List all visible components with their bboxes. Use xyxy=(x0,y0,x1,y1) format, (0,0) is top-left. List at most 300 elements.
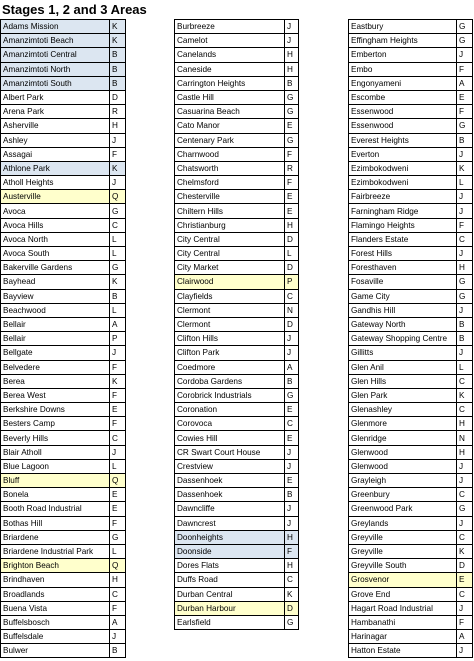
area-name: Adams Mission xyxy=(1,20,110,34)
area-name: Fairbreeze xyxy=(349,190,457,204)
area-code: P xyxy=(285,275,299,289)
area-code: B xyxy=(285,374,299,388)
area-code: L xyxy=(110,303,126,317)
areas-grid xyxy=(0,19,474,661)
area-name: Gateway North xyxy=(349,317,457,331)
area-name: Besters Camp xyxy=(1,417,110,431)
area-row xyxy=(1,374,126,388)
area-name: Clermont xyxy=(175,303,285,317)
area-name: City Market xyxy=(175,261,285,275)
area-code: C xyxy=(285,289,299,303)
area-row xyxy=(175,20,299,34)
area-code: A xyxy=(110,615,126,629)
area-row xyxy=(1,431,126,445)
area-code: J xyxy=(457,48,473,62)
area-row xyxy=(1,90,126,104)
area-code: J xyxy=(457,474,473,488)
area-name: Briardene xyxy=(1,530,110,544)
area-name: Burbreeze xyxy=(175,20,285,34)
area-row xyxy=(349,374,473,388)
area-code: B xyxy=(110,48,126,62)
areas-column-1 xyxy=(0,19,126,658)
area-row xyxy=(349,530,473,544)
area-code: J xyxy=(110,630,126,644)
area-name: Buena Vista xyxy=(1,601,110,615)
area-code: B xyxy=(110,76,126,90)
area-row xyxy=(175,76,299,90)
area-name: Clayfields xyxy=(175,289,285,303)
area-row xyxy=(175,587,299,601)
area-code: J xyxy=(457,147,473,161)
areas-column-3 xyxy=(348,19,473,658)
area-row xyxy=(175,289,299,303)
area-row xyxy=(349,34,473,48)
area-code: B xyxy=(457,317,473,331)
area-code: G xyxy=(457,20,473,34)
area-name: Corovoca xyxy=(175,417,285,431)
area-row xyxy=(1,332,126,346)
area-name: Effingham Heights xyxy=(349,34,457,48)
area-row xyxy=(175,247,299,261)
area-row xyxy=(349,346,473,360)
area-name: Caneside xyxy=(175,62,285,76)
area-row xyxy=(349,218,473,232)
area-code: E xyxy=(457,90,473,104)
areas-table-1 xyxy=(0,19,126,658)
area-row xyxy=(1,474,126,488)
area-name: Earlsfield xyxy=(175,615,285,629)
area-name: Greyville xyxy=(349,544,457,558)
area-code: A xyxy=(457,630,473,644)
area-name: Hatton Estate xyxy=(349,644,457,658)
area-name: Clifton Park xyxy=(175,346,285,360)
area-name: Embo xyxy=(349,62,457,76)
area-name: Ezimbokodweni xyxy=(349,176,457,190)
area-row xyxy=(1,544,126,558)
area-row xyxy=(1,587,126,601)
area-name: Brindhaven xyxy=(1,573,110,587)
area-code: D xyxy=(285,232,299,246)
area-code: K xyxy=(110,34,126,48)
area-row xyxy=(175,161,299,175)
area-row xyxy=(1,190,126,204)
area-row xyxy=(1,459,126,473)
area-name: Gateway Shopping Centre xyxy=(349,332,457,346)
area-name: Forest Hills xyxy=(349,247,457,261)
area-name: Christianburg xyxy=(175,218,285,232)
area-code: J xyxy=(457,204,473,218)
area-code: F xyxy=(457,62,473,76)
area-code: J xyxy=(457,459,473,473)
area-name: Avoca Hills xyxy=(1,218,110,232)
area-name: Greylands xyxy=(349,516,457,530)
areas-table-2 xyxy=(174,19,299,630)
area-name: Dawncliffe xyxy=(175,502,285,516)
area-code: E xyxy=(110,488,126,502)
area-row xyxy=(349,190,473,204)
area-name: Emberton xyxy=(349,48,457,62)
area-row xyxy=(1,530,126,544)
area-code: A xyxy=(457,76,473,90)
area-row xyxy=(1,403,126,417)
area-name: Bayview xyxy=(1,289,110,303)
area-code: D xyxy=(285,317,299,331)
area-name: Asherville xyxy=(1,119,110,133)
area-row xyxy=(349,332,473,346)
area-code: B xyxy=(110,289,126,303)
area-code: J xyxy=(457,346,473,360)
area-code: J xyxy=(285,346,299,360)
area-row xyxy=(349,48,473,62)
area-name: Durban Central xyxy=(175,587,285,601)
area-row xyxy=(175,417,299,431)
area-row xyxy=(349,630,473,644)
area-row xyxy=(175,176,299,190)
area-code: A xyxy=(285,360,299,374)
area-code: F xyxy=(110,417,126,431)
area-row xyxy=(1,417,126,431)
area-code: C xyxy=(457,488,473,502)
area-code: J xyxy=(457,644,473,658)
area-name: Charnwood xyxy=(175,147,285,161)
area-name: Bakerville Gardens xyxy=(1,261,110,275)
area-code: F xyxy=(457,105,473,119)
area-code: G xyxy=(285,133,299,147)
area-name: Fosaville xyxy=(349,275,457,289)
area-code: C xyxy=(457,530,473,544)
area-row xyxy=(349,119,473,133)
area-name: Bothas Hill xyxy=(1,516,110,530)
area-code: J xyxy=(285,459,299,473)
area-row xyxy=(1,232,126,246)
area-row xyxy=(349,133,473,147)
area-code: E xyxy=(110,403,126,417)
area-row xyxy=(349,20,473,34)
area-code: G xyxy=(457,275,473,289)
area-code: K xyxy=(110,275,126,289)
area-row xyxy=(349,147,473,161)
area-code: A xyxy=(110,317,126,331)
area-name: Glen Anil xyxy=(349,360,457,374)
area-code: L xyxy=(110,247,126,261)
area-name: Greenbury xyxy=(349,488,457,502)
area-row xyxy=(1,261,126,275)
area-code: G xyxy=(110,261,126,275)
page-title: Stages 1, 2 and 3 Areas xyxy=(2,2,147,17)
area-row xyxy=(175,573,299,587)
area-name: Corobrick Industrials xyxy=(175,388,285,402)
area-name: Clermont xyxy=(175,317,285,331)
area-name: Briardene Industrial Park xyxy=(1,544,110,558)
area-name: Avoca xyxy=(1,204,110,218)
area-row xyxy=(349,261,473,275)
area-code: E xyxy=(285,204,299,218)
area-code: C xyxy=(110,218,126,232)
area-row xyxy=(1,119,126,133)
area-code: C xyxy=(285,573,299,587)
area-name: Gandhis Hill xyxy=(349,303,457,317)
area-row xyxy=(349,559,473,573)
area-row xyxy=(349,176,473,190)
area-name: Eastbury xyxy=(349,20,457,34)
area-row xyxy=(1,360,126,374)
area-row xyxy=(1,105,126,119)
area-name: Dassenhoek xyxy=(175,474,285,488)
area-row xyxy=(1,516,126,530)
area-row xyxy=(1,559,126,573)
area-name: Belvedere xyxy=(1,360,110,374)
area-row xyxy=(349,90,473,104)
area-row xyxy=(175,218,299,232)
area-code: H xyxy=(457,445,473,459)
area-name: Beverly Hills xyxy=(1,431,110,445)
area-code: J xyxy=(457,303,473,317)
area-name: Glen Hills xyxy=(349,374,457,388)
area-name: Casuarina Beach xyxy=(175,105,285,119)
area-name: Centenary Park xyxy=(175,133,285,147)
area-code: H xyxy=(457,417,473,431)
area-row xyxy=(349,488,473,502)
area-row xyxy=(1,346,126,360)
area-code: K xyxy=(110,374,126,388)
area-name: Game City xyxy=(349,289,457,303)
area-row xyxy=(175,601,299,615)
area-row xyxy=(1,445,126,459)
area-code: D xyxy=(457,559,473,573)
area-name: Coronation xyxy=(175,403,285,417)
area-name: Brighton Beach xyxy=(1,559,110,573)
area-name: Chelmsford xyxy=(175,176,285,190)
area-name: Hambanathi xyxy=(349,615,457,629)
area-name: Arena Park xyxy=(1,105,110,119)
area-code: J xyxy=(285,502,299,516)
area-row xyxy=(175,275,299,289)
area-code: E xyxy=(285,431,299,445)
area-row xyxy=(175,445,299,459)
area-code: C xyxy=(110,431,126,445)
area-name: Dawncrest xyxy=(175,516,285,530)
area-code: K xyxy=(110,161,126,175)
area-code: E xyxy=(110,502,126,516)
area-row xyxy=(1,289,126,303)
area-code: R xyxy=(285,161,299,175)
area-row xyxy=(175,232,299,246)
area-code: F xyxy=(110,516,126,530)
area-name: Amanzimtoti South xyxy=(1,76,110,90)
area-code: C xyxy=(457,374,473,388)
area-row xyxy=(175,147,299,161)
area-code: H xyxy=(285,218,299,232)
area-code: D xyxy=(285,261,299,275)
area-code: E xyxy=(457,573,473,587)
area-row xyxy=(1,317,126,331)
area-code: G xyxy=(110,204,126,218)
area-code: C xyxy=(457,232,473,246)
area-name: Greenwood Park xyxy=(349,502,457,516)
area-row xyxy=(349,431,473,445)
area-name: Glenridge xyxy=(349,431,457,445)
area-row xyxy=(1,247,126,261)
area-code: G xyxy=(285,105,299,119)
area-row xyxy=(175,346,299,360)
area-name: Bellair xyxy=(1,332,110,346)
area-name: Booth Road Industrial xyxy=(1,502,110,516)
area-code: E xyxy=(285,403,299,417)
area-code: H xyxy=(285,559,299,573)
area-row xyxy=(1,147,126,161)
area-code: J xyxy=(457,516,473,530)
area-row xyxy=(1,573,126,587)
area-name: Amanzimtoti North xyxy=(1,62,110,76)
area-row xyxy=(349,403,473,417)
area-name: Gillitts xyxy=(349,346,457,360)
area-code: J xyxy=(457,601,473,615)
area-row xyxy=(1,133,126,147)
area-code: L xyxy=(110,232,126,246)
area-row xyxy=(349,587,473,601)
area-name: Crestview xyxy=(175,459,285,473)
area-row xyxy=(349,459,473,473)
area-row xyxy=(349,161,473,175)
area-name: Camelot xyxy=(175,34,285,48)
area-name: Cordoba Gardens xyxy=(175,374,285,388)
area-code: B xyxy=(457,332,473,346)
area-name: CR Swart Court House xyxy=(175,445,285,459)
area-code: K xyxy=(285,587,299,601)
area-code: J xyxy=(285,516,299,530)
area-code: Q xyxy=(110,190,126,204)
area-name: Chesterville xyxy=(175,190,285,204)
area-code: F xyxy=(285,176,299,190)
area-row xyxy=(175,90,299,104)
area-name: Dores Flats xyxy=(175,559,285,573)
area-row xyxy=(349,303,473,317)
area-code: K xyxy=(457,388,473,402)
area-row xyxy=(349,388,473,402)
area-row xyxy=(1,218,126,232)
area-row xyxy=(175,34,299,48)
area-name: Chatsworth xyxy=(175,161,285,175)
area-name: Buffelsbosch xyxy=(1,615,110,629)
area-row xyxy=(1,76,126,90)
area-row xyxy=(349,502,473,516)
area-code: J xyxy=(285,445,299,459)
area-code: B xyxy=(457,133,473,147)
area-name: Austerville xyxy=(1,190,110,204)
area-row xyxy=(175,388,299,402)
area-name: Coedmore xyxy=(175,360,285,374)
area-name: Essenwood xyxy=(349,105,457,119)
area-row xyxy=(349,247,473,261)
area-code: H xyxy=(285,48,299,62)
area-name: Buffelsdale xyxy=(1,630,110,644)
area-code: J xyxy=(457,247,473,261)
area-code: F xyxy=(285,147,299,161)
area-row xyxy=(349,360,473,374)
area-name: Blue Lagoon xyxy=(1,459,110,473)
area-row xyxy=(175,105,299,119)
area-row xyxy=(349,615,473,629)
area-code: E xyxy=(285,190,299,204)
area-name: Cowies Hill xyxy=(175,431,285,445)
area-code: J xyxy=(110,346,126,360)
area-row xyxy=(175,544,299,558)
area-name: Harinagar xyxy=(349,630,457,644)
area-row xyxy=(1,204,126,218)
area-row xyxy=(175,204,299,218)
area-name: Amanzimtoti Beach xyxy=(1,34,110,48)
area-name: Greyville South xyxy=(349,559,457,573)
area-code: J xyxy=(110,133,126,147)
areas-table-3 xyxy=(348,19,473,658)
area-code: F xyxy=(457,615,473,629)
area-name: Bulwer xyxy=(1,644,110,658)
area-row xyxy=(349,289,473,303)
area-code: F xyxy=(457,218,473,232)
area-row xyxy=(175,488,299,502)
area-name: Foresthaven xyxy=(349,261,457,275)
area-row xyxy=(175,190,299,204)
area-row xyxy=(349,417,473,431)
area-code: L xyxy=(110,544,126,558)
area-name: Athlone Park xyxy=(1,161,110,175)
area-name: Escombe xyxy=(349,90,457,104)
area-name: Assagai xyxy=(1,147,110,161)
area-code: K xyxy=(457,161,473,175)
area-name: Berkshire Downs xyxy=(1,403,110,417)
area-row xyxy=(175,48,299,62)
area-name: Flanders Estate xyxy=(349,232,457,246)
area-code: B xyxy=(110,644,126,658)
area-name: Glenwood xyxy=(349,459,457,473)
area-code: P xyxy=(110,332,126,346)
area-name: Bellair xyxy=(1,317,110,331)
area-code: H xyxy=(457,261,473,275)
area-name: Avoca North xyxy=(1,232,110,246)
area-code: F xyxy=(110,360,126,374)
area-code: D xyxy=(110,90,126,104)
area-row xyxy=(349,601,473,615)
area-code: H xyxy=(285,62,299,76)
area-name: Broadlands xyxy=(1,587,110,601)
area-name: Bonela xyxy=(1,488,110,502)
area-row xyxy=(1,161,126,175)
area-name: Flamingo Heights xyxy=(349,218,457,232)
area-row xyxy=(175,459,299,473)
area-name: Carrington Heights xyxy=(175,76,285,90)
area-row xyxy=(175,360,299,374)
area-row xyxy=(175,516,299,530)
area-name: Glenwood xyxy=(349,445,457,459)
area-code: G xyxy=(457,34,473,48)
area-code: F xyxy=(110,147,126,161)
area-row xyxy=(175,62,299,76)
area-code: E xyxy=(285,474,299,488)
area-name: Berea xyxy=(1,374,110,388)
area-row xyxy=(175,403,299,417)
area-code: E xyxy=(285,119,299,133)
area-code: L xyxy=(110,459,126,473)
area-row xyxy=(175,374,299,388)
area-code: N xyxy=(285,303,299,317)
area-row xyxy=(349,204,473,218)
area-name: Glenashley xyxy=(349,403,457,417)
area-row xyxy=(1,388,126,402)
area-row xyxy=(1,48,126,62)
area-name: Bayhead xyxy=(1,275,110,289)
area-name: Greyville xyxy=(349,530,457,544)
area-name: Castle Hill xyxy=(175,90,285,104)
